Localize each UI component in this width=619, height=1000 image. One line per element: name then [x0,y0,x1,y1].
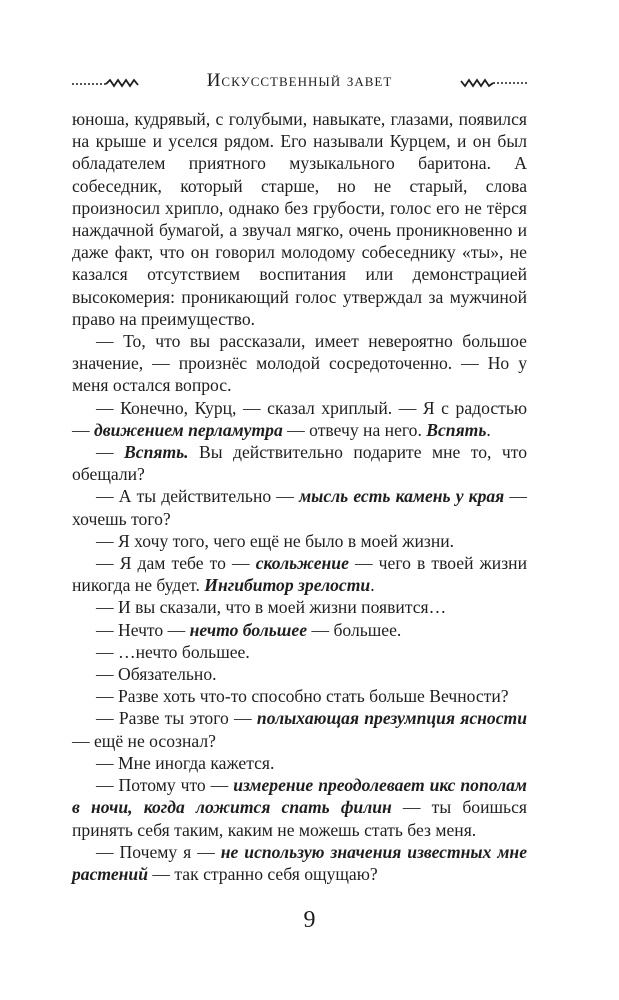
emphasized-text: скольжение [255,553,349,574]
text-run: — большее. [307,619,402,640]
text-run: — Разве ты этого — [96,708,257,729]
paragraph [72,641,527,663]
emphasized-text: движением перламутра [94,419,283,440]
paragraph [72,552,527,596]
text-run: — Я хочу того, чего ещё не было в моей жизни. [96,530,455,551]
emphasized-text: Вспять [426,419,487,440]
text-run: — А ты действительно — [96,486,300,507]
paragraph [72,596,527,618]
paragraph [72,441,527,485]
text-run: — ещё не осознал? [72,730,216,751]
paragraph [72,707,527,751]
paragraph [72,841,527,885]
paragraph [72,685,527,707]
emphasized-text: нечто большее [189,619,308,640]
text-run: — Потому что — [96,775,234,796]
emphasized-text: Ингибитор зрелости [204,575,371,596]
emphasized-text: мысль есть камень у края [299,486,505,507]
text-run: — Мне иногда кажется. [96,752,275,773]
text-run: — чего в твоей жизни никогда не будет. [72,553,527,596]
text-run: Вы действительно подарите мне то, что обещали? [72,442,527,485]
paragraph [72,530,527,552]
text-run: — Конечно, Курц, — сказал хриплый. — Я с радостью — [72,397,527,440]
running-header [72,70,527,94]
paragraph [72,397,527,441]
text-run: — …нечто большее. [96,641,250,662]
text-run: — [96,442,125,463]
paragraph [72,619,527,641]
text-run: . [370,575,375,596]
emphasized-text: не использую значения известных мне растений [72,841,528,884]
paragraph [72,663,527,685]
text-run: юноша, кудрявый, с голубыми, навыкате, глазами, появился на крыше и уселся рядом. Его называли Курцем, и он был обладателем приятного музыкального баритона. А собеседник, который старше, но не старый, слова произносил хрипло, однако без грубости, голос его не тёрся наждачной бумагой, а звучал мягко, очень проникновенно и даже факт, что он говорил молодому собеседнику «ты», не казался отсутствием воспитания или демонстрацией высокомерия: проникающий голос утверждал за мужчиной право на преимущество. [72,109,527,329]
text-run: — И вы сказали, что в моей жизни появится… [96,597,447,618]
running-header-title: Искусственный завет [206,70,393,91]
paragraph [72,485,527,529]
text-run: — так странно себя ощущаю? [148,863,378,884]
text-run: — Нечто — [96,619,190,640]
right-zigzag-ornament-icon [459,78,527,88]
body-text [72,108,527,885]
text-run: . [486,419,491,440]
emphasized-text: измерение преодолевает икс пополам в ночи, когда ложится спать филин [72,775,527,818]
paragraph [72,774,527,841]
emphasized-text: полыхающая презумпция ясности [256,708,527,729]
text-run: — хочешь того? [72,486,527,529]
text-run: — отвечу на него. [282,419,427,440]
emphasized-text: Вспять. [124,442,189,463]
text-run: — То, что вы рассказали, имеет невероятно большое значение, — произнёс молодой сосредоточенно. — Но у меня остался вопрос. [72,331,527,396]
paragraph [72,752,527,774]
text-run: — Обязательно. [96,664,217,685]
text-run: — Почему я — [96,841,221,862]
text-run: — ты боишься принять себя таким, каким не можешь стать без меня. [72,797,527,840]
paragraph [72,108,527,330]
paragraph [72,330,527,397]
text-run: — Разве хоть что-то способно стать больше Вечности? [96,686,509,707]
text-run: — Я дам тебе то — [96,553,256,574]
page-number: 9 [303,907,316,933]
